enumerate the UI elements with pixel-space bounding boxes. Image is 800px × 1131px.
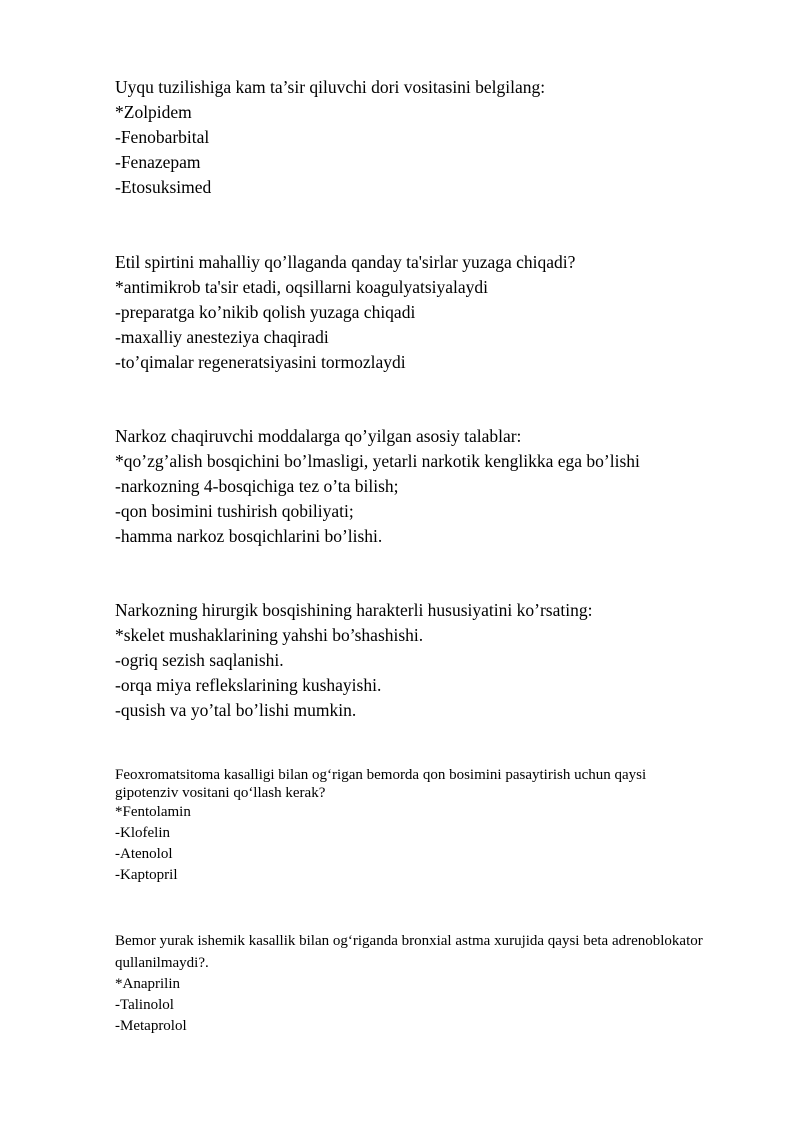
answer-option: -preparatga ko’nikib qolish yuzaga chiqadi <box>115 302 416 322</box>
answer-option: -maxalliy anesteziya chaqiradi <box>115 327 329 347</box>
answer-option: *antimikrob ta'sir etadi, oqsillarni koagulyatsiyalaydi <box>115 277 489 297</box>
question-text: Bemor yurak ishemik kasallik bilan og‘riganda bronxial astma xurujida qaysi beta adrenoblokator qullanilmaydi?. <box>115 933 703 971</box>
answer-option: -to’qimalar regeneratsiyasini tormozlaydi <box>115 352 406 372</box>
question-block <box>115 75 715 200</box>
question-block <box>115 424 715 549</box>
question-block <box>115 598 715 723</box>
answer-option: -Etosuksimed <box>115 177 212 197</box>
question-block <box>115 930 715 1037</box>
answer-option: -Metaprolol <box>115 1018 187 1034</box>
question-text: Uyqu tuzilishiga kam ta’sir qiluvchi dori vositasini belgilang: <box>115 77 546 97</box>
answer-option: -qon bosimini tushirish qobiliyati; <box>115 501 354 521</box>
answer-option: -hamma narkoz bosqichlarini bo’lishi. <box>115 526 383 546</box>
answer-option: -Kaptopril <box>115 867 178 883</box>
question-text: Etil spirtini mahalliy qo’llaganda qanday ta'sirlar yuzaga chiqadi? <box>115 252 576 272</box>
answer-option: -Atenolol <box>115 846 173 862</box>
question-block <box>115 250 715 375</box>
answer-option: -ogriq sezish saqlanishi. <box>115 650 284 670</box>
question-block <box>115 766 715 886</box>
answer-option: -narkozning 4-bosqichiga tez o’ta bilish; <box>115 476 399 496</box>
answer-option: -Fenazepam <box>115 152 201 172</box>
question-text: Narkozning hirurgik bosqishining harakterli hususiyatini ko’rsating: <box>115 600 593 620</box>
answer-option: -Fenobarbital <box>115 127 210 147</box>
answer-option: *Zolpidem <box>115 102 192 122</box>
answer-option: -Talinolol <box>115 997 174 1013</box>
question-text: Narkoz chaqiruvchi moddalarga qo’yilgan asosiy talablar: <box>115 426 522 446</box>
answer-option: -qusish va yo’tal bo’lishi mumkin. <box>115 700 357 720</box>
answer-option: *skelet mushaklarining yahshi bo’shashishi. <box>115 625 424 645</box>
answer-option: -orqa miya reflekslarining kushayishi. <box>115 675 382 695</box>
answer-option: *Fentolamin <box>115 804 191 820</box>
answer-option: *Anaprilin <box>115 976 180 992</box>
answer-option: -Klofelin <box>115 825 170 841</box>
answer-option: *qo’zg’alish bosqichini bo’lmasligi, yetarli narkotik kenglikka ega bo’lishi <box>115 451 640 471</box>
question-text: Feoxromatsitoma kasalligi bilan og‘rigan bemorda qon bosimini pasaytirish uchun qaysi gipotenziv vositani qo‘llash kerak? <box>115 767 647 801</box>
